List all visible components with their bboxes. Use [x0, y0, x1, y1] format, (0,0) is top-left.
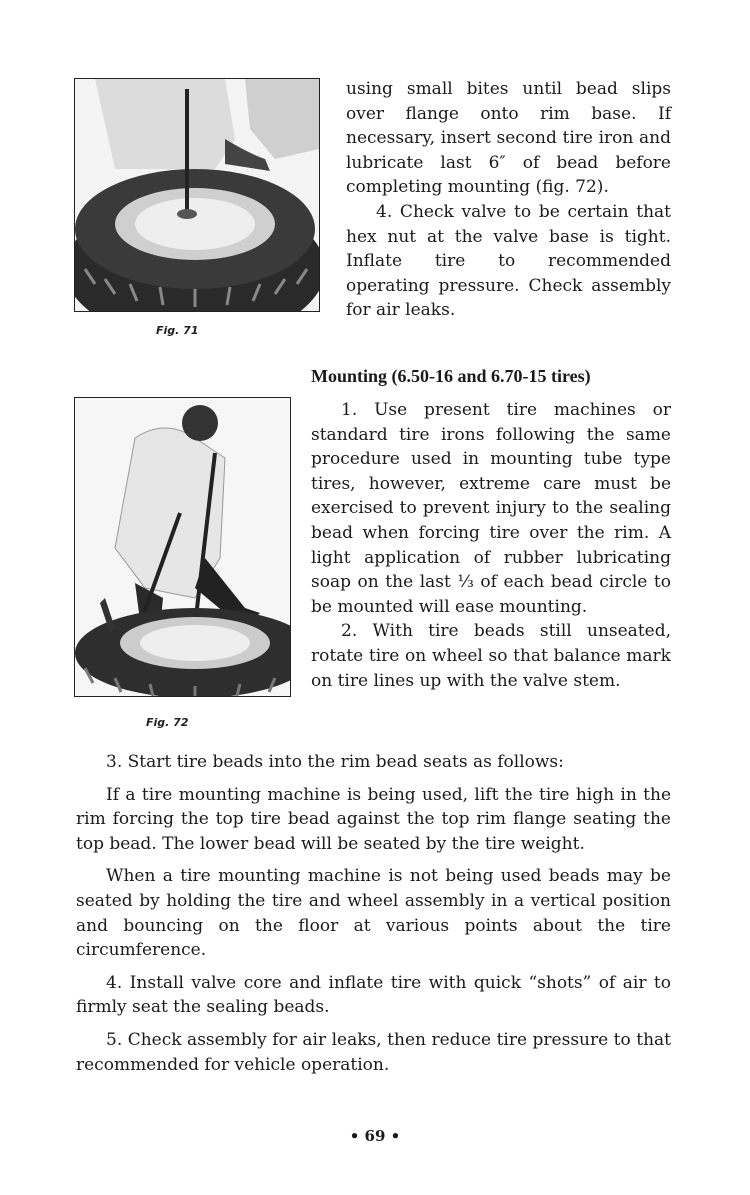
- figure-72-image: [74, 397, 291, 697]
- figure-71-caption: Fig. 71: [156, 324, 199, 337]
- text-full-width: [76, 750, 671, 1077]
- text-column-top: [346, 77, 671, 323]
- paragraph-step-5-check-leaks: 5. Check assembly for air leaks, then reduce tire pressure to that recommended for vehicle operation.: [76, 1029, 671, 1075]
- paragraph-step-3: 3. Start tire beads into the rim bead seats as follows:: [106, 752, 564, 772]
- paragraph-mounting-continued: using small bites until bead slips over flange onto rim base. If necessary, insert second tire iron and lubricate last 6″ of bead before completing mounting (fig. 72).: [346, 79, 671, 198]
- paragraph-machine-not-used: When a tire mounting machine is not being used beads may be seated by holding the tire and wheel assembly in a vertical position and bouncing on the floor at various points about the tire circumference.: [76, 866, 671, 961]
- text-column-section: [311, 398, 671, 693]
- section-heading: Mounting (6.50-16 and 6.70-15 tires): [311, 366, 591, 386]
- paragraph-step-4-check-valve: 4. Check valve to be certain that hex nut at the valve base is tight. Inflate tire to recommended operating pressure. Check assembly for air leaks.: [346, 201, 671, 321]
- figure-71-image: [74, 78, 320, 312]
- page-number: • 69 •: [349, 1127, 401, 1145]
- paragraph-step-2: 2. With tire beads still unseated, rotate tire on wheel so that balance mark on tire lines up with the valve stem.: [311, 621, 671, 691]
- paragraph-machine-used: If a tire mounting machine is being used, lift the tire high in the rim forcing the top tire bead against the top rim flange seating the top bead. The lower bead will be seated by the tire weight.: [76, 784, 671, 854]
- paragraph-step-1: 1. Use present tire machines or standard tire irons following the same procedure used in mounting tube type tires, however, extreme care must be exercised to prevent injury to the sealing bead when forcing tire over the rim. A light application of rubber lubricating soap on the last ⅓ of each bead circle to be mounted will ease mounting.: [311, 400, 671, 617]
- figure-72-caption: Fig. 72: [146, 716, 189, 729]
- paragraph-step-4-install-valve: 4. Install valve core and inflate tire with quick “shots” of air to firmly seat the sealing beads.: [76, 972, 671, 1018]
